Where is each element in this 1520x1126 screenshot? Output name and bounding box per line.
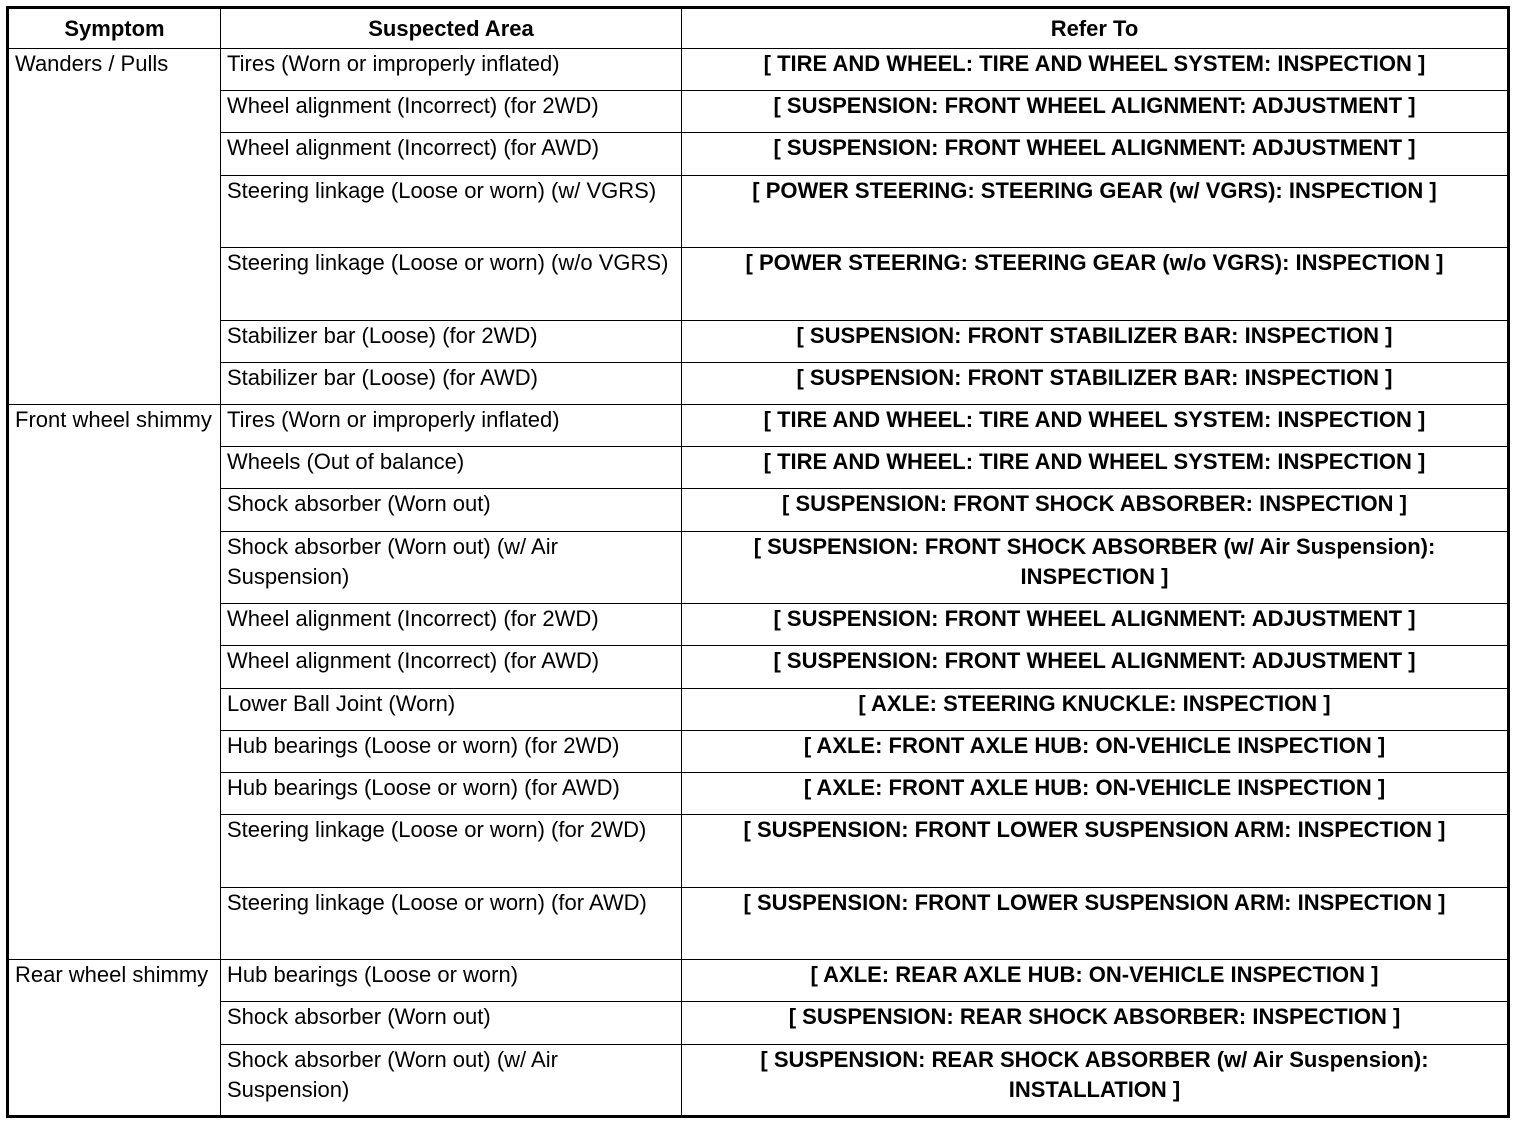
suspected-area-cell: Wheel alignment (Incorrect) (for AWD) xyxy=(221,646,682,688)
suspected-area-cell: Shock absorber (Worn out) xyxy=(221,489,682,531)
refer-to-cell: [ SUSPENSION: FRONT LOWER SUSPENSION ARM: INSPECTION ] xyxy=(682,815,1509,887)
suspected-area-cell: Stabilizer bar (Loose) (for 2WD) xyxy=(221,320,682,362)
suspected-area-cell: Steering linkage (Loose or worn) (w/o VGRS) xyxy=(221,248,682,320)
refer-to-cell: [ SUSPENSION: REAR SHOCK ABSORBER (w/ Air Suspension): INSTALLATION ] xyxy=(682,1044,1509,1116)
table-row xyxy=(8,91,1509,133)
suspected-area-cell: Steering linkage (Loose or worn) (w/ VGRS) xyxy=(221,175,682,247)
table-row xyxy=(8,531,1509,603)
refer-to-cell: [ AXLE: FRONT AXLE HUB: ON-VEHICLE INSPECTION ] xyxy=(682,730,1509,772)
table-row xyxy=(8,960,1509,1002)
table-row xyxy=(8,773,1509,815)
refer-to-cell: [ SUSPENSION: FRONT STABILIZER BAR: INSPECTION ] xyxy=(682,320,1509,362)
table-row xyxy=(8,730,1509,772)
table-row xyxy=(8,248,1509,320)
symptom-table xyxy=(6,6,1510,1118)
refer-to-cell: [ TIRE AND WHEEL: TIRE AND WHEEL SYSTEM: INSPECTION ] xyxy=(682,49,1509,91)
table-row xyxy=(8,404,1509,446)
suspected-area-cell: Steering linkage (Loose or worn) (for 2WD) xyxy=(221,815,682,887)
suspected-area-cell: Wheels (Out of balance) xyxy=(221,447,682,489)
header-symptom: Symptom xyxy=(8,8,221,49)
suspected-area-cell: Hub bearings (Loose or worn) xyxy=(221,960,682,1002)
symptom-cell: Wanders / Pulls xyxy=(8,49,221,405)
suspected-area-cell: Shock absorber (Worn out) (w/ Air Suspension) xyxy=(221,531,682,603)
suspected-area-cell: Shock absorber (Worn out) xyxy=(221,1002,682,1044)
suspected-area-cell: Wheel alignment (Incorrect) (for AWD) xyxy=(221,133,682,175)
suspected-area-cell: Tires (Worn or improperly inflated) xyxy=(221,49,682,91)
refer-to-cell: [ SUSPENSION: FRONT LOWER SUSPENSION ARM: INSPECTION ] xyxy=(682,887,1509,959)
refer-to-cell: [ SUSPENSION: FRONT SHOCK ABSORBER: INSPECTION ] xyxy=(682,489,1509,531)
table-row xyxy=(8,646,1509,688)
suspected-area-cell: Lower Ball Joint (Worn) xyxy=(221,688,682,730)
refer-to-cell: [ AXLE: FRONT AXLE HUB: ON-VEHICLE INSPECTION ] xyxy=(682,773,1509,815)
refer-to-cell: [ SUSPENSION: REAR SHOCK ABSORBER: INSPECTION ] xyxy=(682,1002,1509,1044)
table-row xyxy=(8,49,1509,91)
suspected-area-cell: Hub bearings (Loose or worn) (for 2WD) xyxy=(221,730,682,772)
suspected-area-cell: Tires (Worn or improperly inflated) xyxy=(221,404,682,446)
table-row xyxy=(8,1044,1509,1116)
refer-to-cell: [ TIRE AND WHEEL: TIRE AND WHEEL SYSTEM: INSPECTION ] xyxy=(682,404,1509,446)
table-row xyxy=(8,1002,1509,1044)
refer-to-cell: [ SUSPENSION: FRONT WHEEL ALIGNMENT: ADJUSTMENT ] xyxy=(682,646,1509,688)
header-row xyxy=(8,8,1509,49)
refer-to-cell: [ AXLE: REAR AXLE HUB: ON-VEHICLE INSPECTION ] xyxy=(682,960,1509,1002)
refer-to-cell: [ AXLE: STEERING KNUCKLE: INSPECTION ] xyxy=(682,688,1509,730)
table-row xyxy=(8,133,1509,175)
table-row xyxy=(8,887,1509,959)
table-row xyxy=(8,815,1509,887)
refer-to-cell: [ POWER STEERING: STEERING GEAR (w/ VGRS): INSPECTION ] xyxy=(682,175,1509,247)
refer-to-cell: [ POWER STEERING: STEERING GEAR (w/o VGRS): INSPECTION ] xyxy=(682,248,1509,320)
suspected-area-cell: Shock absorber (Worn out) (w/ Air Suspension) xyxy=(221,1044,682,1116)
table-row xyxy=(8,604,1509,646)
refer-to-cell: [ TIRE AND WHEEL: TIRE AND WHEEL SYSTEM: INSPECTION ] xyxy=(682,447,1509,489)
suspected-area-cell: Wheel alignment (Incorrect) (for 2WD) xyxy=(221,91,682,133)
header-suspected-area: Suspected Area xyxy=(221,8,682,49)
suspected-area-cell: Steering linkage (Loose or worn) (for AWD) xyxy=(221,887,682,959)
refer-to-cell: [ SUSPENSION: FRONT STABILIZER BAR: INSPECTION ] xyxy=(682,362,1509,404)
table-row xyxy=(8,320,1509,362)
suspected-area-cell: Wheel alignment (Incorrect) (for 2WD) xyxy=(221,604,682,646)
table-row xyxy=(8,489,1509,531)
refer-to-cell: [ SUSPENSION: FRONT SHOCK ABSORBER (w/ Air Suspension): INSPECTION ] xyxy=(682,531,1509,603)
symptom-cell: Rear wheel shimmy xyxy=(8,960,221,1117)
table-row xyxy=(8,175,1509,247)
refer-to-cell: [ SUSPENSION: FRONT WHEEL ALIGNMENT: ADJUSTMENT ] xyxy=(682,133,1509,175)
table-row xyxy=(8,447,1509,489)
refer-to-cell: [ SUSPENSION: FRONT WHEEL ALIGNMENT: ADJUSTMENT ] xyxy=(682,91,1509,133)
suspected-area-cell: Stabilizer bar (Loose) (for AWD) xyxy=(221,362,682,404)
refer-to-cell: [ SUSPENSION: FRONT WHEEL ALIGNMENT: ADJUSTMENT ] xyxy=(682,604,1509,646)
table-row xyxy=(8,362,1509,404)
table-row xyxy=(8,688,1509,730)
header-refer-to: Refer To xyxy=(682,8,1509,49)
symptom-cell: Front wheel shimmy xyxy=(8,404,221,959)
suspected-area-cell: Hub bearings (Loose or worn) (for AWD) xyxy=(221,773,682,815)
